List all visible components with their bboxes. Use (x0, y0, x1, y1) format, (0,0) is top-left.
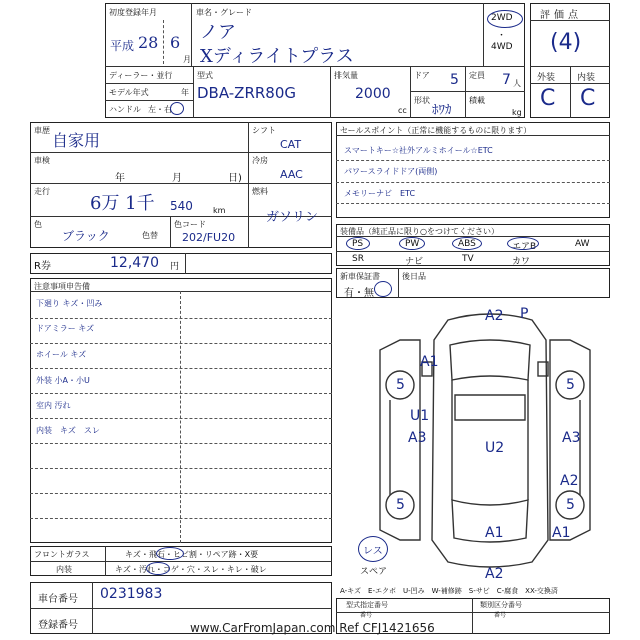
damage-legend: A-キズ E-エクボ U-凹み W-補修跡 S-サビ C-腐食 XX-交換済 (340, 587, 558, 595)
diagram-mark-a1-left-front: A1 (420, 354, 439, 370)
first-reg-year: 28 (138, 33, 159, 52)
equip-sr: SR (352, 254, 364, 264)
inspection-month: 月 (172, 173, 182, 184)
note-4: 外装 小A・小U (36, 376, 90, 385)
shape: ﾎﾜｶ (432, 103, 452, 118)
equip-ps: PS (352, 239, 364, 249)
watermark: www.CarFromJapan.com Ref CFJ1421656 (190, 621, 435, 635)
category-number-sub: 番号 (494, 612, 507, 619)
dealer-label: ディーラー・並行 (109, 71, 173, 80)
door-label: ドア (414, 71, 430, 80)
diagram-mark-5-lf: 5 (396, 377, 405, 393)
spare-label: スペア (360, 567, 388, 577)
note-6: 内装 キズ スレ (36, 426, 100, 435)
sales-point-3: メモリーナビ ETC (344, 189, 416, 198)
displacement-label: 排気量 (334, 71, 358, 80)
new-car-warranty-label: 新車保証書 (340, 272, 380, 281)
chassis-label: 車台番号 (38, 594, 78, 605)
color-code-label: 色コード (174, 220, 206, 229)
capacity-unit: 人 (513, 79, 521, 88)
first-reg-month: 6 (170, 33, 181, 52)
recycle-frame (30, 253, 332, 274)
fuel: ガソリン (266, 210, 319, 225)
drive-4wd: 4WD (491, 42, 513, 52)
sales-point-1: スマートキー☆社外アルミホイール☆ETC (344, 146, 493, 155)
load-label: 積載 (469, 96, 485, 105)
aircon-label: 冷房 (252, 156, 268, 165)
note-3: ホイール キズ (36, 350, 87, 359)
type-number-label: 型式指定番号 (346, 601, 388, 609)
first-reg-label: 初度登録年月 (109, 8, 157, 17)
diagram-memo: レス (363, 546, 383, 557)
diagram-mark-u1: U1 (410, 408, 430, 424)
diagram-mark-a2-rear: A2 (485, 566, 504, 582)
handle-value: 左・右 (148, 105, 172, 114)
aircon: AAC (280, 168, 303, 181)
usage: 自家用 (52, 131, 101, 150)
drive-dot: ・ (497, 31, 507, 41)
type-number-sub: 番号 (360, 612, 373, 619)
color-code: 202/FU20 (182, 231, 236, 244)
color-label: 色 (34, 220, 42, 229)
diagram-mark-a2-right: A2 (560, 473, 579, 489)
car-name: ノア (200, 22, 236, 43)
reg-label: 登録番号 (38, 620, 78, 631)
inspection-label: 車検 (34, 156, 50, 165)
displacement: 2000 (355, 86, 391, 102)
diagram-mark-5-lr: 5 (396, 497, 405, 513)
model-year-label: モデル年式 (109, 88, 149, 97)
usage-label: 車歴 (34, 126, 50, 135)
equip-tv: TV (462, 254, 474, 264)
model-type: DBA-ZRR80G (197, 84, 297, 102)
later-items-label: 後日品 (402, 272, 426, 281)
diagram-mark-a3-right: A3 (562, 430, 581, 446)
diagram-mark-a1-rear: A1 (485, 525, 504, 541)
score-label: 評価点 (540, 10, 582, 21)
interior-items: キズ・汚れ・コゲ・穴・スレ・キレ・破レ (115, 565, 267, 574)
month-unit: 月 (183, 55, 191, 64)
capacity: 7 (502, 72, 511, 88)
mileage-unit: km (213, 206, 226, 215)
recycle-unit: 円 (170, 262, 180, 272)
drive-2wd: 2WD (491, 13, 513, 23)
equip-leather: カワ (512, 257, 531, 267)
recycle-value: 12,470 (110, 255, 159, 271)
notes-title: 注意事項申告備 (34, 282, 90, 291)
score-value: (4) (550, 30, 582, 55)
diagram-mark-a2-front: A2 (485, 308, 504, 324)
note-5: 室内 汚れ (36, 401, 71, 410)
equip-aw: AW (575, 239, 590, 249)
model-year-unit: 年 (181, 88, 189, 97)
exterior-label: 外装 (537, 73, 556, 83)
new-car-warranty-value: 有・無 (344, 288, 374, 299)
diagram-mark-p: P (520, 306, 529, 322)
diagram-mark-a1-right-rear: A1 (552, 525, 571, 541)
mileage-label: 走行 (34, 187, 50, 196)
shape-label: 形状 (414, 96, 430, 105)
category-number-label: 類別区分番号 (480, 601, 522, 609)
capacity-label: 定員 (469, 71, 485, 80)
equip-navi: ナビ (405, 257, 424, 267)
inspection-day: 日) (228, 173, 242, 184)
color-swap-label: 色替 (142, 231, 158, 240)
mileage: 6万 1千 (90, 193, 155, 214)
diagram-mark-5-rr: 5 (566, 497, 575, 513)
model-type-label: 型式 (197, 71, 213, 80)
inspection-year: 年 (115, 173, 125, 184)
front-glass-label: フロントガラス (34, 550, 90, 559)
diagram-mark-u2: U2 (485, 440, 505, 456)
note-1: 下廻り キズ・凹み (36, 299, 103, 308)
interior-grade: C (580, 86, 596, 111)
first-reg-era: 平成 (110, 39, 135, 53)
front-glass-items: キズ・飛石・ヒビ割・リペア跡・X要 (125, 550, 259, 559)
equipment-title: 装備品（純正品に限り○をつけてください） (340, 227, 499, 236)
mileage-detail: 540 (170, 199, 193, 213)
note-2: ドアミラー キズ (36, 324, 95, 333)
shift: CAT (280, 138, 302, 151)
equip-pw: PW (405, 239, 420, 249)
doors: 5 (450, 72, 459, 88)
car-grade: Xディライトプラス (200, 46, 354, 67)
exterior-grade: C (540, 86, 556, 111)
handle-label: ハンドル (109, 105, 141, 114)
shift-label: シフト (252, 126, 276, 135)
name-grade-label: 車名・グレード (196, 8, 252, 17)
equip-abs: ABS (458, 239, 476, 249)
diagram-mark-a3-left: A3 (408, 430, 427, 446)
sales-points-title: セールスポイント（正常に機能するものに限ります） (340, 126, 532, 135)
interior-label: 内装 (577, 73, 596, 83)
chassis-number: 0231983 (100, 586, 163, 602)
equip-airbag: エアB (512, 242, 537, 252)
load-unit: kg (512, 108, 522, 117)
interior-row-label: 内装 (56, 565, 72, 574)
displacement-unit: cc (398, 106, 407, 115)
color: ブラック (62, 229, 110, 243)
diagram-mark-5-rf: 5 (566, 377, 575, 393)
recycle-label: R券 (34, 261, 51, 272)
sales-point-2: パワースライドドア(両側) (344, 167, 438, 176)
fuel-label: 燃料 (252, 187, 268, 196)
